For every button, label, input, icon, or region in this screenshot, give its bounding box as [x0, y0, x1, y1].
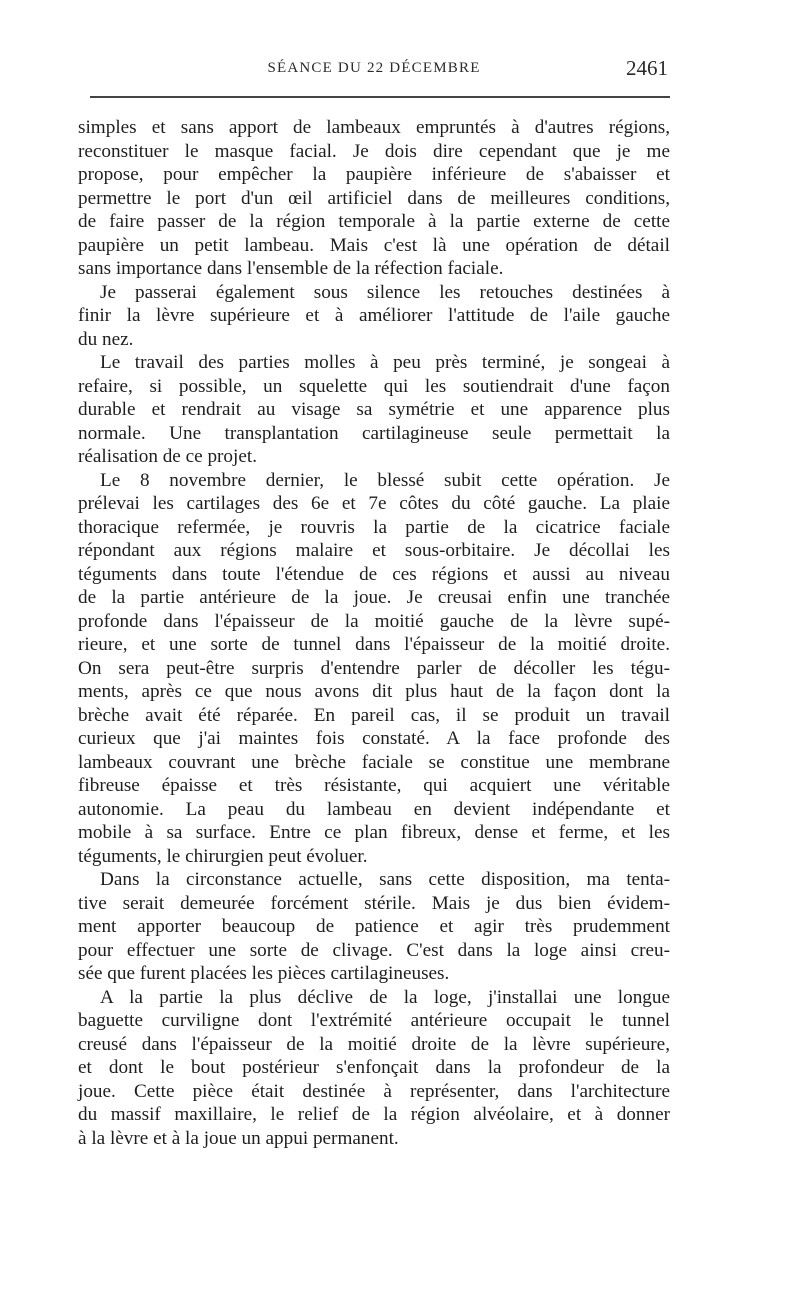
- text-line: autonomie. La peau du lambeau en devient indépendante et: [78, 798, 670, 820]
- text-line: répondant aux régions malaire et sous-orbitaire. Je décollai les: [78, 540, 670, 561]
- text-line: A la partie la plus déclive de la loge, j'installai une longue: [100, 986, 670, 1008]
- text-line: creusé dans l'épaisseur de la moitié droite de la lèvre supérieure,: [78, 1033, 670, 1055]
- paragraph: [78, 116, 670, 281]
- text-line: Dans la circonstance actuelle, sans cette disposition, ma tenta-: [100, 869, 670, 890]
- text-line: rieure, et une sorte de tunnel dans l'épaisseur de la moitié droite.: [78, 634, 670, 655]
- running-header: [78, 58, 670, 86]
- text-line: thoracique refermée, je rouvris la partie de la cicatrice faciale: [78, 516, 670, 538]
- text-line: Le travail des parties molles à peu près terminé, je songeai à: [100, 352, 670, 373]
- header-rule: [90, 96, 670, 98]
- text-line: lambeaux couvrant une brèche faciale se constitue une membrane: [78, 751, 670, 773]
- text-line: Je passerai également sous silence les retouches destinées à: [100, 281, 670, 303]
- text-line: baguette curviligne dont l'extrémité antérieure occupait le tunnel: [78, 1010, 670, 1031]
- text-line: refaire, si possible, un squelette qui les soutiendrait d'une façon: [78, 375, 670, 397]
- text-line: fibreuse épaisse et très résistante, qui acquiert une véritable: [78, 775, 670, 796]
- text-line: à la lèvre et à la joue un appui permanent.: [78, 1127, 399, 1149]
- text-line: joue. Cette pièce était destinée à représenter, dans l'architecture: [78, 1080, 670, 1102]
- text-line: de faire passer de la région temporale à la partie externe de cette: [78, 211, 670, 232]
- text-line: tive serait demeurée forcément stérile. Mais je dus bien évidem-: [78, 892, 670, 914]
- text-line: brèche avait été réparée. En pareil cas, il se produit un travail: [78, 704, 670, 726]
- text-line: simples et sans apport de lambeaux empruntés à d'autres régions,: [78, 117, 670, 138]
- text-line: et dont le bout postérieur s'enfonçait dans la profondeur de la: [78, 1057, 670, 1078]
- paragraph: [78, 469, 670, 869]
- header-title: SÉANCE DU 22 DÉCEMBRE: [267, 60, 481, 76]
- text-line: de la partie antérieure de la joue. Je creusai enfin une tranchée: [78, 587, 670, 608]
- text-line: reconstituer le masque facial. Je dois dire cependant que je me: [78, 140, 670, 162]
- text-line: ment apporter beaucoup de patience et agir très prudemment: [78, 916, 670, 937]
- text-line: ments, après ce que nous avons dit plus haut de la façon dont la: [78, 681, 670, 702]
- text-line: durable et rendrait au visage sa symétrie et une apparence plus: [78, 399, 670, 420]
- text-line: réalisation de ce projet.: [78, 446, 258, 467]
- text-line: sée que furent placées les pièces cartilagineuses.: [78, 963, 450, 984]
- paragraph: [78, 351, 670, 469]
- text-line: du massif maxillaire, le relief de la région alvéolaire, et à donner: [78, 1104, 670, 1125]
- text-line: téguments dans toute l'étendue de ces régions et aussi au niveau: [78, 563, 670, 585]
- paragraph: [78, 868, 670, 986]
- text-line: profonde dans l'épaisseur de la moitié gauche de la lèvre supé-: [78, 610, 670, 632]
- text-line: paupière un petit lambeau. Mais c'est là une opération de détail: [78, 234, 670, 256]
- text-line: propose, pour empêcher la paupière inférieure de s'abaisser et: [78, 164, 670, 185]
- text-line: prélevai les cartilages des 6e et 7e côtes du côté gauche. La plaie: [78, 493, 670, 514]
- paragraph: [78, 281, 670, 352]
- text-line: permettre le port d'un œil artificiel dans de meilleures conditions,: [78, 187, 670, 209]
- text-line: sans importance dans l'ensemble de la réfection faciale.: [78, 258, 504, 279]
- page-number: 2461: [626, 56, 668, 80]
- text-line: normale. Une transplantation cartilagineuse seule permettait la: [78, 422, 670, 444]
- text-line: curieux que j'ai maintes fois constaté. A la face profonde des: [78, 728, 670, 749]
- text-line: mobile à sa surface. Entre ce plan fibreux, dense et ferme, et les: [78, 822, 670, 843]
- text-line: du nez.: [78, 328, 134, 350]
- text-line: On sera peut-être surpris d'entendre parler de décoller les tégu-: [78, 657, 670, 679]
- text-line: Le 8 novembre dernier, le blessé subit cette opération. Je: [100, 469, 670, 491]
- paragraph: [78, 986, 670, 1151]
- text-line: finir la lèvre supérieure et à améliorer l'attitude de l'aile gauche: [78, 305, 670, 326]
- text-line: pour effectuer une sorte de clivage. C'est dans la loge ainsi creu-: [78, 939, 670, 961]
- text-line: téguments, le chirurgien peut évoluer.: [78, 845, 368, 867]
- body-text: [78, 116, 670, 1150]
